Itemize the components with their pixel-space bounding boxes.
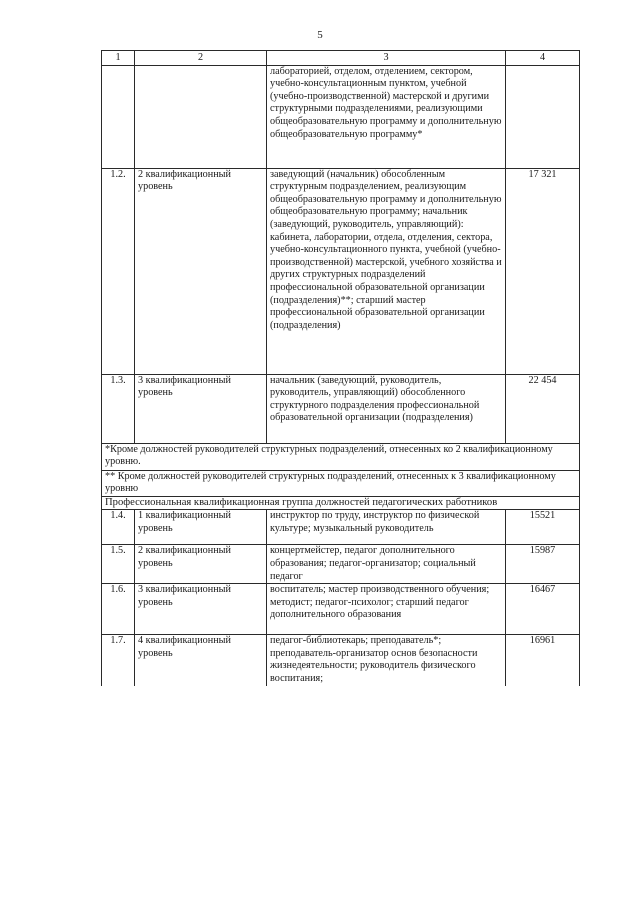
positions-list: заведующий (начальник) обособленным структурным подразделением, реализующим общеобразовательную программу и дополнительную общеобразовательную программу; начальник (заведующий, руководитель, управляющий): кабинета, лаборатории, отдела, отделения, сектора, учебно-консультационного пункта, учебной (учебно-производственной) мастерской, учебного хозяйства и других структурных подразделений профессиональной образовательной организации (подразделения)**; старший мастер профессиональной образовательной организации (подразделения) bbox=[267, 168, 506, 374]
salary-value: 16467 bbox=[506, 584, 580, 635]
column-header-positions: 3 bbox=[267, 51, 506, 66]
group-title: Профессиональная квалификационная группа должностей педагогических работников bbox=[102, 496, 580, 510]
column-header-salary: 4 bbox=[506, 51, 580, 66]
footnote-row bbox=[102, 443, 580, 470]
row-number: 1.2. bbox=[102, 168, 135, 374]
table-row bbox=[102, 168, 580, 374]
salary-value bbox=[506, 65, 580, 168]
row-number: 1.3. bbox=[102, 374, 135, 443]
footnote-2: ** Кроме должностей руководителей структурных подразделений, отнесенных к 3 квалификационному уровню bbox=[102, 470, 580, 496]
positions-list: инструктор по труду, инструктор по физической культуре; музыкальный руководитель bbox=[267, 510, 506, 545]
table-row bbox=[102, 65, 580, 168]
positions-list: концертмейстер, педагог дополнительного образования; педагог-организатор; социальный педагог bbox=[267, 545, 506, 584]
row-number: 1.5. bbox=[102, 545, 135, 584]
footnote-1: *Кроме должностей руководителей структурных подразделений, отнесенных ко 2 квалификационному уровню. bbox=[102, 443, 580, 470]
qualification-level: 1 квалификационный уровень bbox=[135, 510, 267, 545]
row-number: 1.6. bbox=[102, 584, 135, 635]
column-header-level: 2 bbox=[135, 51, 267, 66]
qualification-level: 2 квалификационный уровень bbox=[135, 545, 267, 584]
qualification-level: 3 квалификационный уровень bbox=[135, 584, 267, 635]
salary-value: 16961 bbox=[506, 635, 580, 686]
row-number bbox=[102, 65, 135, 168]
table-row bbox=[102, 584, 580, 635]
qualification-level: 3 квалификационный уровень bbox=[135, 374, 267, 443]
qualification-level: 4 квалификационный уровень bbox=[135, 635, 267, 686]
salary-value: 17 321 bbox=[506, 168, 580, 374]
salary-value: 15987 bbox=[506, 545, 580, 584]
positions-list: педагог-библиотекарь; преподаватель*; преподаватель-организатор основ безопасности жизнедеятельности; руководитель физического воспитания; bbox=[267, 635, 506, 686]
qualification-level: 2 квалификационный уровень bbox=[135, 168, 267, 374]
salary-value: 22 454 bbox=[506, 374, 580, 443]
row-number: 1.7. bbox=[102, 635, 135, 686]
table-row bbox=[102, 374, 580, 443]
page-number: 5 bbox=[317, 29, 323, 41]
positions-list: лабораторией, отделом, отделением, сектором, учебно-консультационным пунктом, учебной (учебно-производственной) мастерской и другими структурными подразделениями, реализующими общеобразовательную программу и дополнительную общеобразовательную программу* bbox=[267, 65, 506, 168]
table-row bbox=[102, 635, 580, 686]
table-header-row bbox=[102, 51, 580, 66]
salary-value: 15521 bbox=[506, 510, 580, 545]
qualification-level bbox=[135, 65, 267, 168]
positions-list: начальник (заведующий, руководитель, руководитель, управляющий) обособленного структурного подразделения профессиональной образовательной организации (подразделения) bbox=[267, 374, 506, 443]
salary-table bbox=[101, 50, 580, 686]
positions-list: воспитатель; мастер производственного обучения; методист; педагог-психолог; старший педагог дополнительного образования bbox=[267, 584, 506, 635]
group-title-row bbox=[102, 496, 580, 510]
footnote-row bbox=[102, 470, 580, 496]
row-number: 1.4. bbox=[102, 510, 135, 545]
table-row bbox=[102, 510, 580, 545]
table-row bbox=[102, 545, 580, 584]
column-header-number: 1 bbox=[102, 51, 135, 66]
